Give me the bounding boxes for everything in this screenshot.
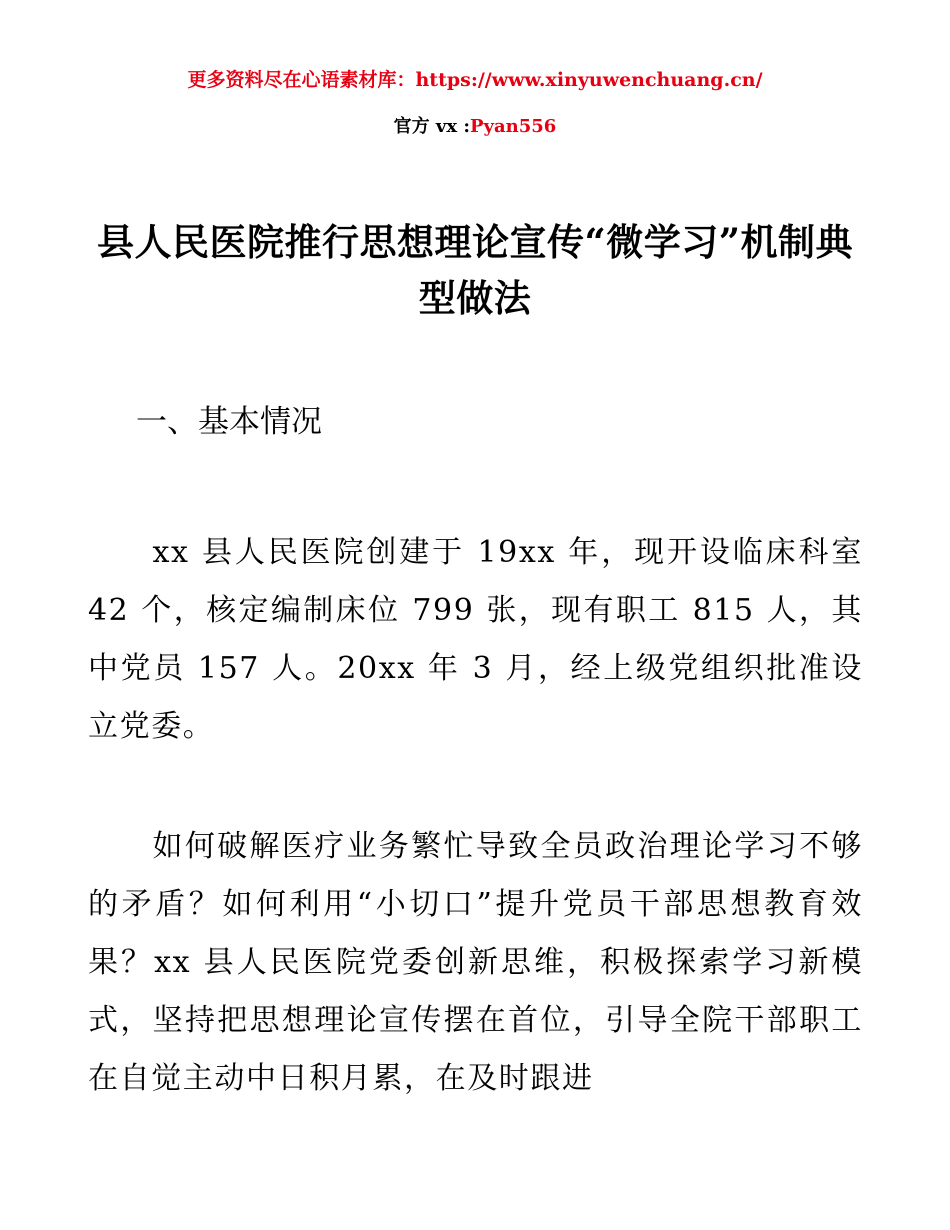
promo-header <box>0 66 950 94</box>
document-title: 县人民医院推行思想理论宣传“微学习”机制典型做法 <box>96 220 854 320</box>
paragraph-basic-info: xx 县人民医院创建于 19xx 年，现开设临床科室 42 个，核定编制床位 799 张，现有职工 815 人，其中党员 157 人。20xx 年 3 月，经上级党组织批准设立党委。 <box>88 535 863 744</box>
promo-link[interactable]: https://www.xinyuwenchuang.cn/ <box>415 69 763 91</box>
contact-header <box>0 113 950 141</box>
paragraph-learning-model: 如何破解医疗业务繁忙导致全员政治理论学习不够的矛盾？如何利用“小切口”提升党员干部思想教育效果？xx 县人民医院党委创新思维，积极探索学习新模式，坚持把思想理论宣传摆在首位，引导全院干部职工在自觉主动中日积月累，在及时跟进 <box>88 829 863 1096</box>
contact-label: 官方 vx : <box>393 116 471 137</box>
promo-text: 更多资料尽在心语素材库： <box>187 69 416 91</box>
section-heading-basic-situation: 一、基本情况 <box>136 404 322 440</box>
contact-id: Pyan556 <box>470 116 557 137</box>
